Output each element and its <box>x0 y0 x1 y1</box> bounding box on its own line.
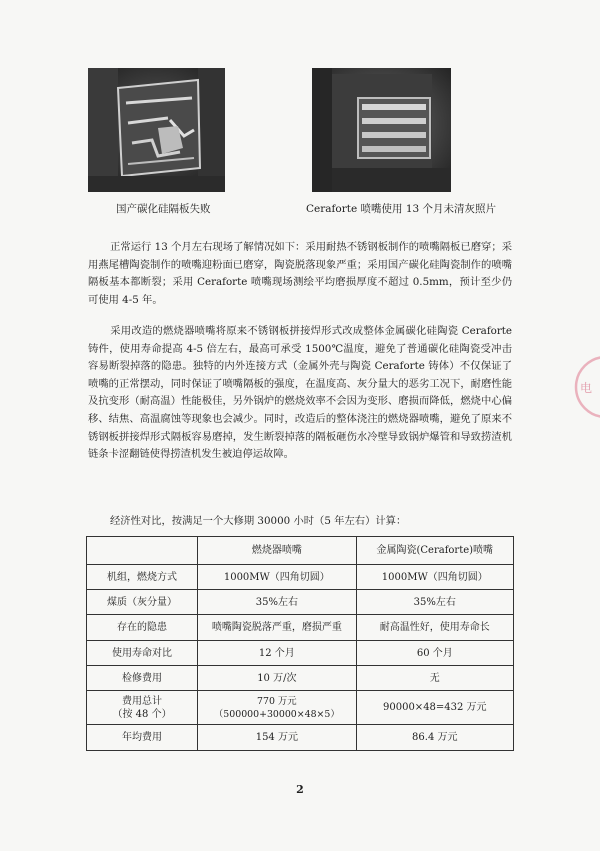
table-cell: 154 万元 <box>198 725 356 751</box>
table-cell: 机组，燃烧方式 <box>87 565 198 590</box>
table-cell: 35%左右 <box>356 590 513 615</box>
red-seal-stamp <box>566 352 600 422</box>
table-cell: 喷嘴陶瓷脱落严重，磨损严重 <box>198 615 356 641</box>
stamp-text: 电 <box>580 381 593 395</box>
table-header-cell: 金属陶瓷(Ceraforte)喷嘴 <box>356 537 513 565</box>
table-cell: 60 个月 <box>356 641 513 666</box>
table-cell: 10 万/次 <box>198 666 356 691</box>
cell-line: 费用总计 <box>122 695 163 707</box>
table-row <box>87 615 514 641</box>
table-row <box>87 666 514 691</box>
table-cell: 检修费用 <box>87 666 198 691</box>
paragraph-text: 经济性对比，按满足一个大修期 30000 小时（5 年左右）计算： <box>110 515 407 527</box>
paragraph-retrofit-description <box>88 323 512 464</box>
table-cell: 35%左右 <box>198 590 356 615</box>
table-cell: 1000MW（四角切圆） <box>198 565 356 590</box>
paragraph-text: 正常运行 13 个月左右现场了解情况如下：采用耐热不锈钢板制作的喷嘴隔板已磨穿；采用燕尾槽陶瓷制作的喷嘴迎粉面已磨穿，陶瓷脱落现象严重；采用国产碳化硅陶瓷制作的喷嘴隔板基本都断裂；采用 Ceraforte 喷嘴现场测绘平均磨损厚度不超过 0.5mm，预计至少仍可使用 4-5 年。 <box>88 241 512 306</box>
table-cell: 存在的隐患 <box>87 615 198 641</box>
table-cell: 1000MW（四角切圆） <box>356 565 513 590</box>
table-cell: 年均费用 <box>87 725 198 751</box>
table-row <box>87 641 514 666</box>
table-cell: 90000×48=432 万元 <box>356 691 513 725</box>
table-cell <box>87 537 198 565</box>
table-row <box>87 565 514 590</box>
cell-line: （按 48 个） <box>112 708 172 720</box>
page-number: 2 <box>296 783 304 796</box>
paragraph-text: 采用改造的燃烧器喷嘴将原来不锈钢板拼接焊形式改成整体金属碳化硅陶瓷 Ceraforte 铸件，使用寿命提高 4-5 倍左右，最高可承受 1500℃温度，避免了普通碳化硅陶瓷受冲击容易断裂掉落的隐患。独特的内外连接方式（金属外壳与陶瓷 Ceraforte 铸体）不仅保证了喷嘴的正常摆动，同时保证了喷嘴隔板的强度，在温度高、灰分量大的恶劣工况下，耐磨性能及抗变形（耐高温）性能极佳，另外锅炉的燃烧效率不会因为变形、磨损而降低，燃烧中心偏移、结焦、高温腐蚀等现象也会减少。同时，改造后的整体浇注的燃烧器喷嘴，避免了原来不锈钢板拼接焊形式隔板容易磨掉，发生断裂掉落的隔板砸伤水冷壁导致锅炉爆管和导致捞渣机链条卡涩翻链使得捞渣机发生被迫停运故障。 <box>88 325 512 461</box>
caption-right: Ceraforte 喷嘴使用 13 个月未清灰照片 <box>306 203 497 215</box>
table-cell: 86.4 万元 <box>356 725 513 751</box>
table-cell: 770 万元（500000+30000×48×5） <box>198 691 356 725</box>
table-cell: 煤质（灰分量） <box>87 590 198 615</box>
table-cell <box>87 691 198 725</box>
table-row <box>87 590 514 615</box>
table-cell: 使用寿命对比 <box>87 641 198 666</box>
table-row <box>87 691 514 725</box>
table-header-cell: 燃烧器喷嘴 <box>198 537 356 565</box>
photo-failed-sic-baffle <box>88 68 225 192</box>
table-header-row <box>87 537 514 565</box>
paragraph-economic-comparison <box>88 513 512 531</box>
table-cell: 12 个月 <box>198 641 356 666</box>
caption-left: 国产碳化硅隔板失败 <box>116 203 211 215</box>
paragraph-field-observations <box>88 239 512 309</box>
cost-comparison-table <box>86 536 514 751</box>
photo-ceraforte-nozzle <box>312 68 451 192</box>
table-row <box>87 725 514 751</box>
table-cell: 无 <box>356 666 513 691</box>
table-cell: 耐高温性好，使用寿命长 <box>356 615 513 641</box>
